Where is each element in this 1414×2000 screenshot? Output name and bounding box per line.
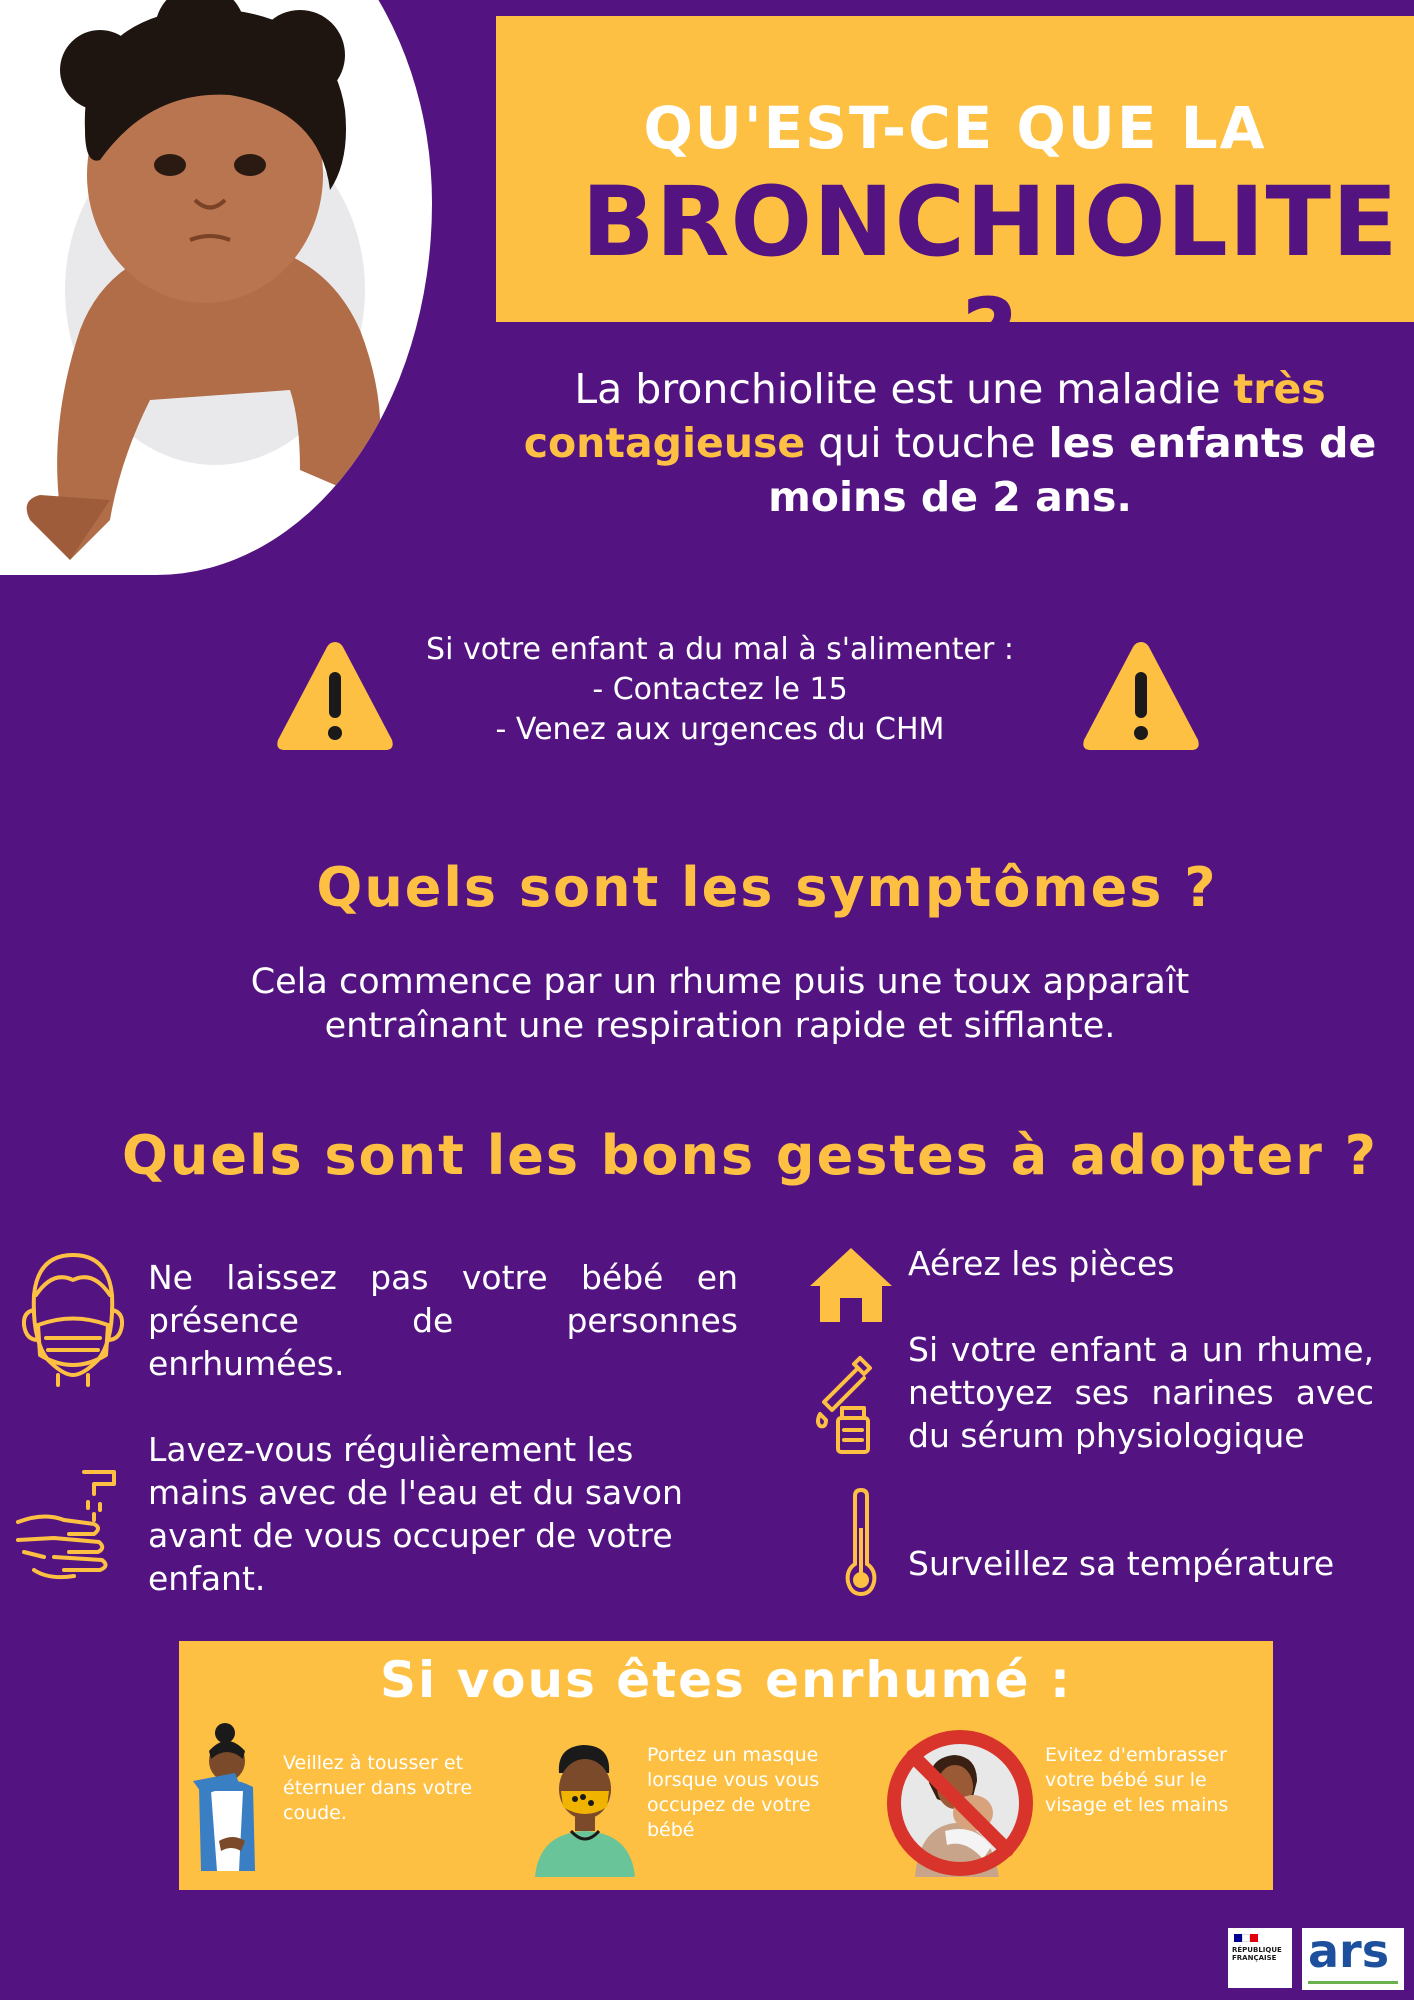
coughing-person-icon — [183, 1721, 263, 1881]
cold-tip-2: Portez un masque lorsque vous vous occupez de votre bébé — [647, 1744, 820, 1841]
symptoms-heading: Quels sont les symptômes ? — [316, 856, 1218, 919]
warning-triangle-icon — [1080, 636, 1202, 756]
gesture-right-3: Surveillez sa température — [908, 1544, 1335, 1583]
dropper-bottle-icon — [810, 1354, 880, 1454]
face-mask-icon — [18, 1250, 128, 1388]
ars-logo-text: ars — [1308, 1924, 1390, 1978]
republique-francaise-logo — [1228, 1928, 1292, 1988]
thermometer-icon — [844, 1488, 878, 1596]
warning-line-2: - Contactez le 15 — [592, 672, 848, 707]
cold-tips-box — [179, 1641, 1273, 1890]
house-icon — [808, 1244, 894, 1324]
cold-tip-3: Evitez d'embrasser votre bébé sur le visage et les mains — [1045, 1744, 1229, 1816]
gesture-right-1: Aérez les pièces — [908, 1244, 1175, 1283]
baby-photo — [0, 0, 432, 575]
masked-person-icon — [531, 1737, 635, 1877]
no-kissing-icon — [885, 1727, 1035, 1879]
hand-washing-icon — [14, 1462, 126, 1582]
warning-triangle-icon — [274, 636, 396, 756]
intro-bold: les enfants de moins de 2 ans. — [768, 419, 1377, 521]
warning-line-1: Si votre enfant a du mal à s'alimenter : — [426, 632, 1014, 667]
intro-text — [500, 362, 1400, 524]
cold-tip-1: Veillez à tousser et éternuer dans votre coude. — [283, 1752, 473, 1824]
gesture-left-1: Ne laissez pas votre bébé en présence de personnes enrhumées. — [148, 1258, 738, 1383]
title-line-1: QU'EST-CE QUE LA — [643, 94, 1267, 162]
intro-part-2: qui touche — [805, 419, 1049, 467]
intro-highlight: très contagieuse — [523, 365, 1326, 467]
symptoms-text: Cela commence par un rhume puis une toux apparaît entraînant une respiration rapide et sifflante. — [250, 962, 1190, 1046]
warning-text — [380, 630, 1060, 750]
gesture-left-2: Lavez-vous régulièrement les mains avec de l'eau et du savon avant de vous occuper de votre enfant. — [148, 1430, 683, 1598]
warning-line-3: - Venez aux urgences du CHM — [495, 712, 945, 747]
republique-francaise-text: RÉPUBLIQUE FRANÇAISE — [1232, 1946, 1282, 1962]
gestures-heading: Quels sont les bons gestes à adopter ? — [121, 1124, 1378, 1187]
title-line-2: BRONCHIOLITE ? — [581, 166, 1399, 390]
ars-logo — [1302, 1924, 1404, 1990]
intro-part-1: La bronchiolite est une maladie — [574, 365, 1234, 413]
gesture-right-2: Si votre enfant a un rhume, nettoyez ses narines avec du sérum physiologique — [908, 1330, 1374, 1455]
cold-tips-heading: Si vous êtes enrhumé : — [380, 1651, 1072, 1709]
